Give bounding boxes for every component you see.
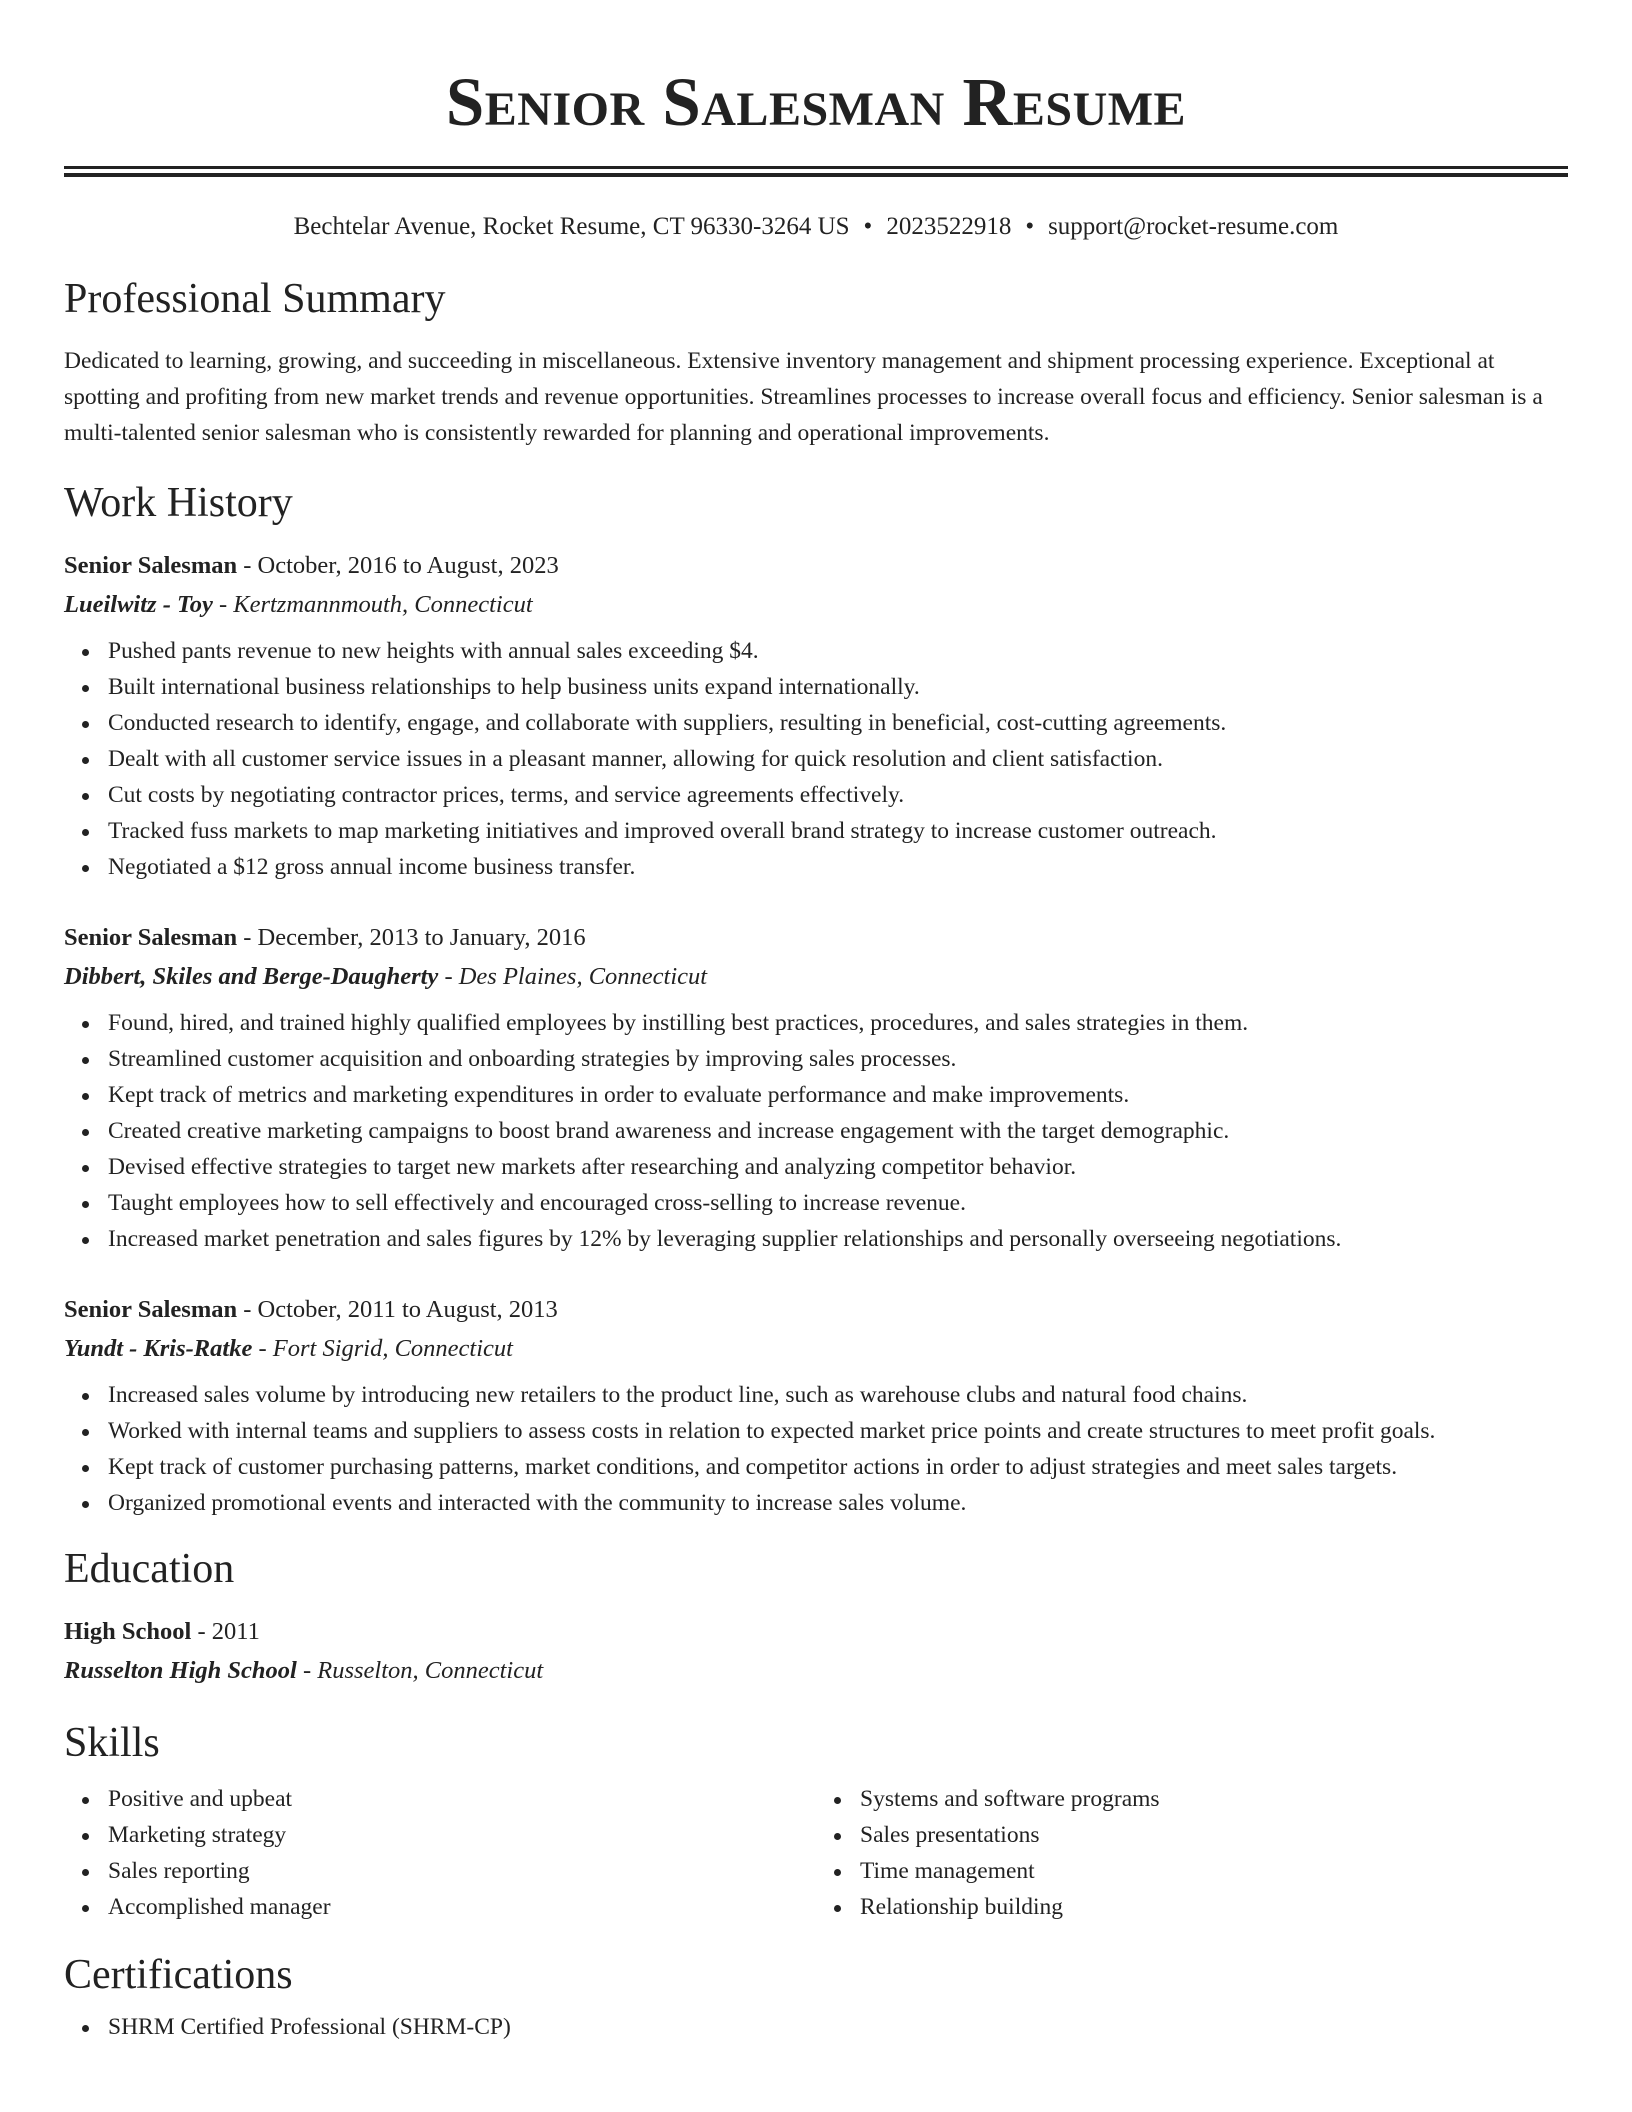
employer-line: Yundt - Kris-Ratke - Fort Sigrid, Connecticut <box>64 1335 513 1362</box>
employer-line: Lueilwitz - Toy - Kertzmannmouth, Connecticut <box>64 591 533 618</box>
list-item: Cut costs by negotiating contractor prices, terms, and service agreements effectively. <box>108 777 1568 813</box>
job-dates: October, 2011 to August, 2013 <box>257 1296 558 1323</box>
list-item: Streamlined customer acquisition and onboarding strategies by improving sales processes. <box>108 1041 1568 1077</box>
job-entry <box>64 1291 1568 1521</box>
list-item: Negotiated a $12 gross annual income business transfer. <box>108 849 1568 885</box>
summary-heading: Professional Summary <box>64 276 446 322</box>
skill-item: Sales reporting <box>108 1853 816 1889</box>
list-item: Found, hired, and trained highly qualified employees by instilling best practices, procedures, and sales strategies in them. <box>108 1005 1568 1041</box>
list-item: Taught employees how to sell effectively and encouraged cross-selling to increase revenue. <box>108 1185 1568 1221</box>
skill-item: Positive and upbeat <box>108 1781 816 1817</box>
job-title-line: Senior Salesman - October, 2016 to August, 2023 <box>64 552 559 579</box>
list-item: Created creative marketing campaigns to boost brand awareness and increase engagement with the target demographic. <box>108 1113 1568 1149</box>
skills-heading: Skills <box>64 1720 160 1766</box>
school-name: Russelton High School <box>64 1657 297 1684</box>
skill-item: Relationship building <box>860 1889 1568 1925</box>
contact-address: Bechtelar Avenue, Rocket Resume, CT 96330-3264 US <box>293 213 850 240</box>
school-line: Russelton High School - Russelton, Connecticut <box>64 1657 544 1684</box>
employer-line: Dibbert, Skiles and Berge-Daugherty - Des Plaines, Connecticut <box>64 963 708 990</box>
list-item: Built international business relationships to help business units expand internationally. <box>108 669 1568 705</box>
employer-name: Yundt - Kris-Ratke <box>64 1335 253 1362</box>
list-item: Tracked fuss markets to map marketing initiatives and improved overall brand strategy to increase customer outreach. <box>108 813 1568 849</box>
certification-item: SHRM Certified Professional (SHRM-CP) <box>108 2009 1568 2045</box>
skill-item: Systems and software programs <box>860 1781 1568 1817</box>
skill-item: Accomplished manager <box>108 1889 816 1925</box>
list-item: Increased market penetration and sales figures by 12% by leveraging supplier relationships and personally overseeing negotiations. <box>108 1221 1568 1257</box>
degree: High School <box>64 1618 192 1645</box>
summary-text: Dedicated to learning, growing, and succeeding in miscellaneous. Extensive inventory management and shipment processing experience. Exceptional at spotting and profiting from new market trends and revenue opportunities. Streamlines processes to increase overall focus and efficiency. Senior salesman is a multi-talented senior salesman who is consistently rewarded for planning and operational improvements. <box>64 348 1543 446</box>
job-dates: October, 2016 to August, 2023 <box>257 552 559 579</box>
page-title: Senior Salesman Resume <box>445 64 1187 140</box>
list-item: Increased sales volume by introducing new retailers to the product line, such as warehouse clubs and natural food chains. <box>108 1377 1568 1413</box>
employer-location: Des Plaines, Connecticut <box>458 963 708 990</box>
skills-column-left <box>64 1781 816 1925</box>
list-item: Worked with internal teams and suppliers to assess costs in relation to expected market price points and create structures to meet profit goals. <box>108 1413 1568 1449</box>
skill-item: Marketing strategy <box>108 1817 816 1853</box>
skills-list <box>64 1781 1568 1925</box>
skill-item: Sales presentations <box>860 1817 1568 1853</box>
list-item: Kept track of metrics and marketing expenditures in order to evaluate performance and make improvements. <box>108 1077 1568 1113</box>
list-item: Organized promotional events and interacted with the community to increase sales volume. <box>108 1485 1568 1521</box>
contact-line <box>64 211 1568 243</box>
job-bullets <box>64 633 1568 885</box>
job-entry <box>64 919 1568 1257</box>
skill-item: Time management <box>860 1853 1568 1889</box>
list-item: Devised effective strategies to target new markets after researching and analyzing competitor behavior. <box>108 1149 1568 1185</box>
job-bullets <box>64 1377 1568 1521</box>
employer-name: Dibbert, Skiles and Berge-Daugherty <box>64 963 439 990</box>
school-location: Russelton, Connecticut <box>317 1657 544 1684</box>
job-title-line: Senior Salesman - October, 2011 to August, 2013 <box>64 1296 558 1323</box>
job-dates: December, 2013 to January, 2016 <box>257 924 586 951</box>
employer-location: Fort Sigrid, Connecticut <box>272 1335 513 1362</box>
employer-name: Lueilwitz - Toy <box>64 591 213 618</box>
job-title: Senior Salesman <box>64 1296 238 1323</box>
education-heading: Education <box>64 1546 235 1592</box>
list-item: Conducted research to identify, engage, and collaborate with suppliers, resulting in beneficial, cost-cutting agreements. <box>108 705 1568 741</box>
title-rule-top <box>64 166 1568 169</box>
job-title-line: Senior Salesman - December, 2013 to January, 2016 <box>64 924 586 951</box>
contact-phone: 2023522918 <box>886 213 1012 240</box>
job-title: Senior Salesman <box>64 552 238 579</box>
certifications-heading: Certifications <box>64 1952 293 1998</box>
job-title: Senior Salesman <box>64 924 238 951</box>
list-item: Dealt with all customer service issues in a pleasant manner, allowing for quick resolution and client satisfaction. <box>108 741 1568 777</box>
certifications-list <box>64 2009 1568 2045</box>
education-entry <box>64 1613 1568 1691</box>
degree-line: High School - 2011 <box>64 1618 260 1645</box>
skills-column-right <box>816 1781 1568 1925</box>
bullet-separator: • <box>863 213 873 240</box>
job-bullets <box>64 1005 1568 1257</box>
contact-email: support@rocket-resume.com <box>1048 213 1339 240</box>
title-rule-bottom <box>64 173 1568 177</box>
employer-location: Kertzmannmouth, Connecticut <box>233 591 533 618</box>
bullet-separator: • <box>1025 213 1035 240</box>
job-entry <box>64 547 1568 885</box>
work-history-heading: Work History <box>64 480 293 526</box>
graduation-year: 2011 <box>211 1618 260 1645</box>
list-item: Pushed pants revenue to new heights with annual sales exceeding $4. <box>108 633 1568 669</box>
list-item: Kept track of customer purchasing patterns, market conditions, and competitor actions in order to adjust strategies and meet sales targets. <box>108 1449 1568 1485</box>
